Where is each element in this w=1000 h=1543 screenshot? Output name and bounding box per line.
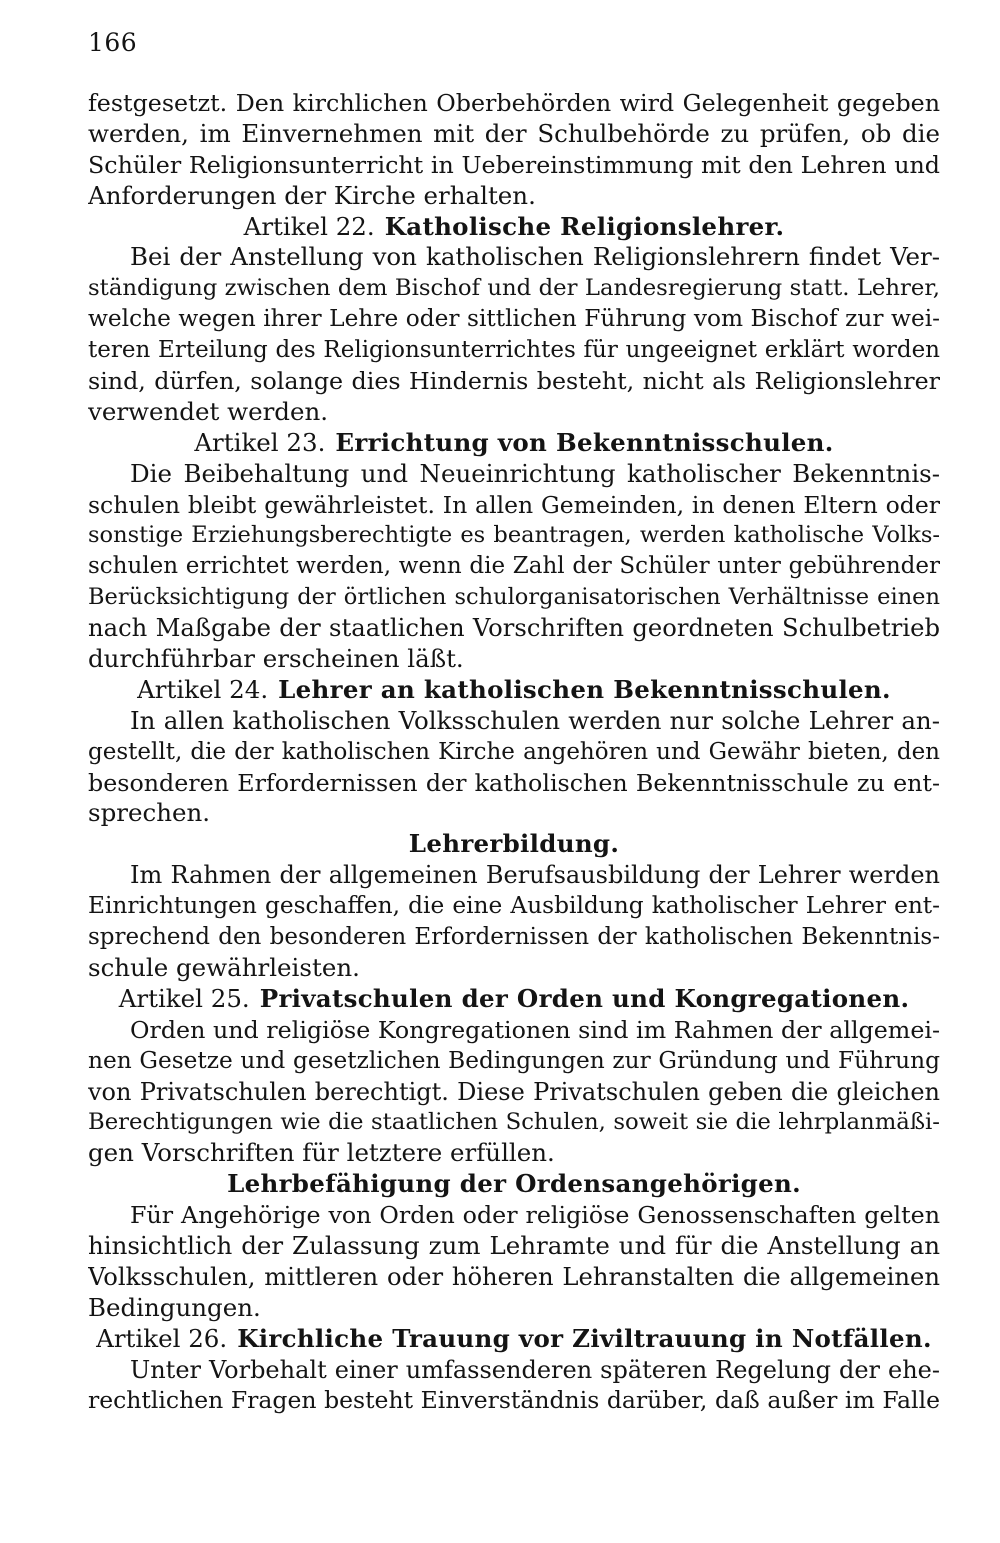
text-line: Im Rahmen der allgemeinen Berufsausbildung der Lehrer werden [130, 861, 940, 890]
text-line: sprechend den besonderen Erfordernissen der katholischen Bekenntnis- [88, 924, 940, 951]
text-line: Orden und religiöse Kongregationen sind im Rahmen der allgemei- [130, 1015, 940, 1044]
text-line: sprechen. [88, 798, 211, 828]
text-line: Bei der Anstellung von katholischen Religionslehrern findet Ver- [130, 242, 940, 272]
text-line: festgesetzt. Den kirchlichen Oberbehörden wird Gelegenheit gegeben [88, 89, 940, 117]
text-line: teren Erteilung des Religionsunterrichtes für ungeeignet erklärt worden [88, 337, 940, 364]
text-line: welche wegen ihrer Lehre oder sittlichen Führung vom Bischof zur wei- [88, 305, 940, 333]
article-24-paragraph [88, 706, 940, 830]
lehrerbildung-heading [88, 829, 940, 860]
text-line: Bedingungen. [88, 1292, 261, 1322]
article-23-paragraph [88, 459, 940, 675]
page-number: 166 [88, 28, 138, 57]
section-title: Lehrerbildung. [408, 829, 620, 859]
article-26-heading [88, 1324, 940, 1355]
text-line: schule gewährleisten. [88, 952, 360, 982]
text-line: Einrichtungen geschaffen, die eine Ausbildung katholischer Lehrer ent- [88, 892, 940, 920]
lehrerbildung-paragraph [88, 860, 940, 984]
text-line: Berechtigungen wie die staatlichen Schulen, soweit sie die lehrplanmäßi- [88, 1109, 940, 1136]
article-24-heading [88, 675, 940, 706]
text-line: nen Gesetze und gesetzlichen Bedingungen zur Gründung und Führung [88, 1046, 940, 1074]
text-line: schulen errichtet werden, wenn die Zahl der Schüler unter gebührender [88, 553, 940, 580]
article-label: Artikel 23. [194, 427, 326, 457]
lehrbefaehigung-heading [88, 1169, 940, 1200]
text-line: Schüler Religionsunterricht in Uebereinstimmung mit den Lehren und [88, 150, 940, 179]
article-title: Kirchliche Trauung vor Ziviltrauung in Notfällen. [237, 1323, 932, 1353]
text-line: sind, dürfen, solange dies Hindernis besteht, nicht als Religionslehrer [88, 367, 940, 396]
text-line: In allen katholischen Volksschulen werden nur solche Lehrer an- [130, 705, 940, 735]
book-page [88, 28, 940, 1416]
text-line: gen Vorschriften für letztere erfüllen. [88, 1138, 555, 1168]
continuation-paragraph [88, 88, 940, 212]
text-line: Für Angehörige von Orden oder religiöse Genossenschaften gelten [130, 1201, 940, 1230]
text-line: Berücksichtigung der örtlichen schulorganisatorischen Verhältnisse einen [88, 584, 940, 611]
article-23-heading [88, 428, 940, 459]
article-22-heading [88, 212, 940, 243]
text-line: verwendet werden. [88, 396, 329, 426]
text-line: durchführbar erscheinen läßt. [88, 644, 464, 674]
text-line: Anforderungen der Kirche erhalten. [88, 180, 536, 210]
article-label: Artikel 24. [137, 674, 269, 704]
text-line: hinsichtlich der Zulassung zum Lehramte und für die Anstellung an [88, 1230, 940, 1260]
text-line: Die Beibehaltung und Neueinrichtung katholischer Bekenntnis- [130, 458, 940, 488]
text-line: werden, im Einvernehmen mit der Schulbehörde zu prüfen, ob die [88, 118, 940, 148]
article-label: Artikel 26. [96, 1323, 228, 1353]
article-label: Artikel 25. [118, 983, 250, 1013]
article-25-paragraph [88, 1015, 940, 1169]
text-line: ständigung zwischen dem Bischof und der Landesregierung statt. Lehrer, [88, 275, 940, 302]
article-title: Katholische Religionslehrer. [384, 211, 785, 241]
text-line: besonderen Erfordernissen der katholischen Bekenntnisschule zu ent- [88, 768, 940, 797]
text-line: Volksschulen, mittleren oder höheren Lehranstalten die allgemeinen [88, 1261, 940, 1291]
lehrbefaehigung-paragraph [88, 1200, 940, 1324]
article-title: Privatschulen der Orden und Kongregationen. [259, 983, 910, 1013]
text-line: Unter Vorbehalt einer umfassenderen späteren Regelung der ehe- [130, 1355, 940, 1384]
section-title: Lehrbefähigung der Ordensangehörigen. [227, 1169, 801, 1199]
article-label: Artikel 22. [243, 211, 375, 241]
article-25-heading [88, 984, 940, 1015]
article-title: Lehrer an katholischen Bekenntnisschulen. [278, 674, 891, 704]
text-line: nach Maßgabe der staatlichen Vorschriften geordneten Schulbetrieb [88, 613, 940, 643]
text-line: sonstige Erziehungsberechtigte es beantragen, werden katholische Volks- [88, 522, 940, 549]
article-22-paragraph [88, 242, 940, 427]
article-26-paragraph [88, 1355, 940, 1417]
text-line: rechtlichen Fragen besteht Einverständnis darüber, daß außer im Falle [88, 1386, 940, 1415]
article-title: Errichtung von Bekenntnisschulen. [335, 427, 834, 457]
text-line: von Privatschulen berechtigt. Diese Privatschulen geben die gleichen [88, 1077, 940, 1106]
text-line: gestellt, die der katholischen Kirche angehören und Gewähr bieten, den [88, 738, 940, 765]
text-line: schulen bleibt gewährleistet. In allen Gemeinden, in denen Eltern oder [88, 490, 940, 519]
